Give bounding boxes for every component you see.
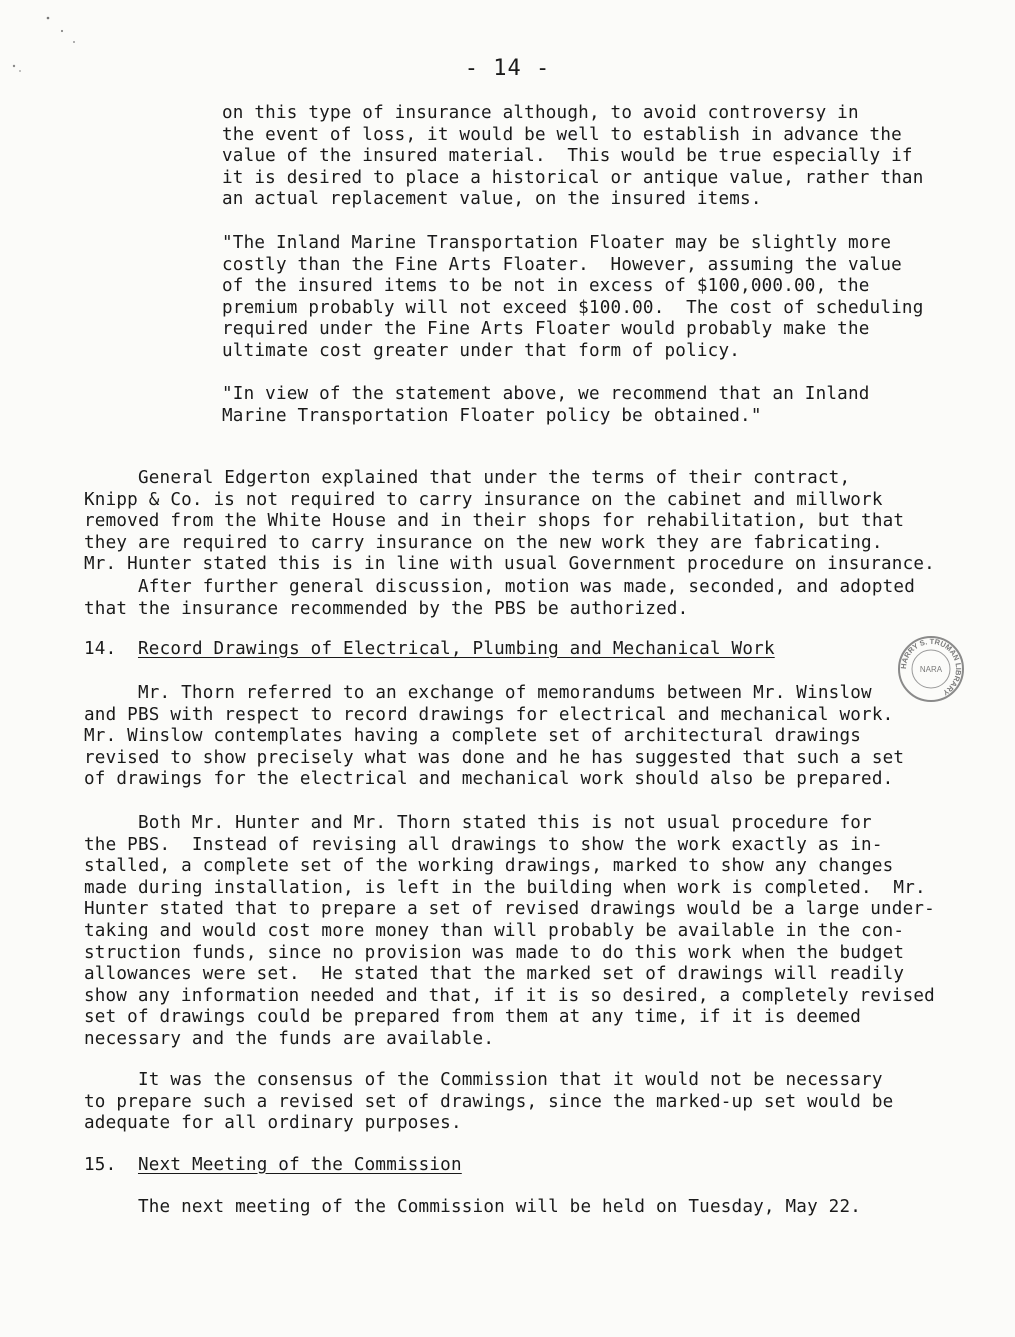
thorn-paragraph-line: Mr. Winslow contemplates having a complete set of architectural drawings — [84, 726, 862, 747]
section-15-heading — [84, 1154, 462, 1176]
section-14-heading — [84, 638, 775, 660]
edgerton-paragraph-line: removed from the White House and in their shops for rehabilitation, but that — [84, 511, 905, 532]
quote-intro-line: on this type of insurance although, to avoid controversy in — [222, 103, 859, 123]
section-15-heading-number: 15. — [84, 1155, 117, 1175]
quote-intro-line: it is desired to place a historical or antique value, rather than — [222, 167, 924, 188]
stamp-center-text: NARA — [919, 665, 943, 674]
thorn-paragraph-line: revised to show precisely what was done and he has suggested that such a set — [84, 747, 905, 768]
thorn-paragraph-line: of drawings for the electrical and mechanical work should also be prepared. — [84, 769, 894, 790]
section-14-heading-title: Record Drawings of Electrical, Plumbing and Mechanical Work — [137, 639, 775, 659]
hunter-paragraph-line: the PBS. Instead of revising all drawings to show the work exactly as in- — [84, 834, 883, 855]
motion-paragraph-line: that the insurance recommended by the PBS be authorized. — [84, 598, 689, 619]
quote-intro-line: an actual replacement value, on the insured items. — [222, 189, 762, 210]
hunter-paragraph-line: taking and would cost more money than will probably be available in the con- — [84, 921, 905, 941]
edgerton-paragraph-line: Knipp & Co. is not required to carry insurance on the cabinet and millwork — [84, 489, 883, 510]
quote-floater-line: ultimate cost greater under that form of policy. — [222, 341, 741, 361]
hunter-paragraph-line: show any information needed and that, if it is so desired, a completely revised — [84, 985, 935, 1006]
quote-recommend-line: "In view of the statement above, we recommend that an Inland — [222, 384, 870, 404]
thorn-paragraph-line: Mr. Thorn referred to an exchange of memorandums between Mr. Winslow — [84, 683, 872, 703]
quote-floater-line: required under the Fine Arts Floater would probably make the — [222, 319, 870, 340]
edgerton-paragraph-line: General Edgerton explained that under the terms of their contract, — [84, 468, 851, 488]
consensus-paragraph-line: It was the consensus of the Commission that it would not be necessary — [84, 1070, 883, 1090]
consensus-paragraph-line: adequate for all ordinary purposes. — [84, 1113, 462, 1134]
hunter-paragraph-line: Hunter stated that to prepare a set of revised drawings would be a large under- — [84, 899, 935, 920]
consensus-paragraph-line: to prepare such a revised set of drawings, since the marked-up set would be — [84, 1091, 894, 1112]
edgerton-paragraph-line: Mr. Hunter stated this is in line with usual Government procedure on insurance. — [84, 554, 935, 575]
hunter-paragraph-line: allowances were set. He stated that the marked set of drawings will readily — [84, 964, 905, 985]
motion-paragraph-line: After further general discussion, motion was made, seconded, and adopted — [84, 577, 916, 597]
quote-floater-line: of the insured items to be not in excess of $100,000.00, the — [222, 276, 870, 297]
quote-floater-line: costly than the Fine Arts Floater. However, assuming the value — [222, 254, 902, 275]
next-meeting-line: The next meeting of the Commission will be held on Tuesday, May 22. — [84, 1197, 862, 1217]
thorn-paragraph-line: and PBS with respect to record drawings for electrical and mechanical work. — [84, 704, 894, 725]
quote-recommend-line: Marine Transportation Floater policy be obtained." — [222, 405, 762, 426]
hunter-paragraph-line: struction funds, since no provision was made to do this work when the budget — [84, 942, 905, 963]
quote-intro-line: the event of loss, it would be well to establish in advance the — [222, 124, 902, 145]
hunter-paragraph-line: stalled, a complete set of the working drawings, marked to show any changes — [84, 856, 894, 877]
stamp-arc-text: HARRY S. TRUMAN LIBRARY — [898, 636, 964, 698]
quote-floater-line: premium probably will not exceed $100.00. The cost of scheduling — [222, 297, 924, 318]
hunter-paragraph-line: Both Mr. Hunter and Mr. Thorn stated this is not usual procedure for — [84, 813, 872, 833]
quote-intro-line: value of the insured material. This would be true especially if — [222, 146, 913, 167]
edgerton-paragraph-line: they are required to carry insurance on the new work they are fabricating. — [84, 532, 883, 553]
page-number: - 14 - — [464, 56, 551, 81]
section-15-heading-title: Next Meeting of the Commission — [137, 1155, 462, 1175]
truman-library-stamp — [896, 634, 966, 704]
hunter-paragraph-line: set of drawings could be prepared from them at any time, if it is deemed — [84, 1007, 862, 1028]
hunter-paragraph-line: made during installation, is left in the building when work is completed. Mr. — [84, 877, 926, 898]
quote-floater-line: "The Inland Marine Transportation Floater may be slightly more — [222, 233, 892, 253]
section-14-heading-number: 14. — [84, 639, 117, 659]
paper-specks — [0, 0, 120, 100]
hunter-paragraph-line: necessary and the funds are available. — [84, 1029, 495, 1049]
